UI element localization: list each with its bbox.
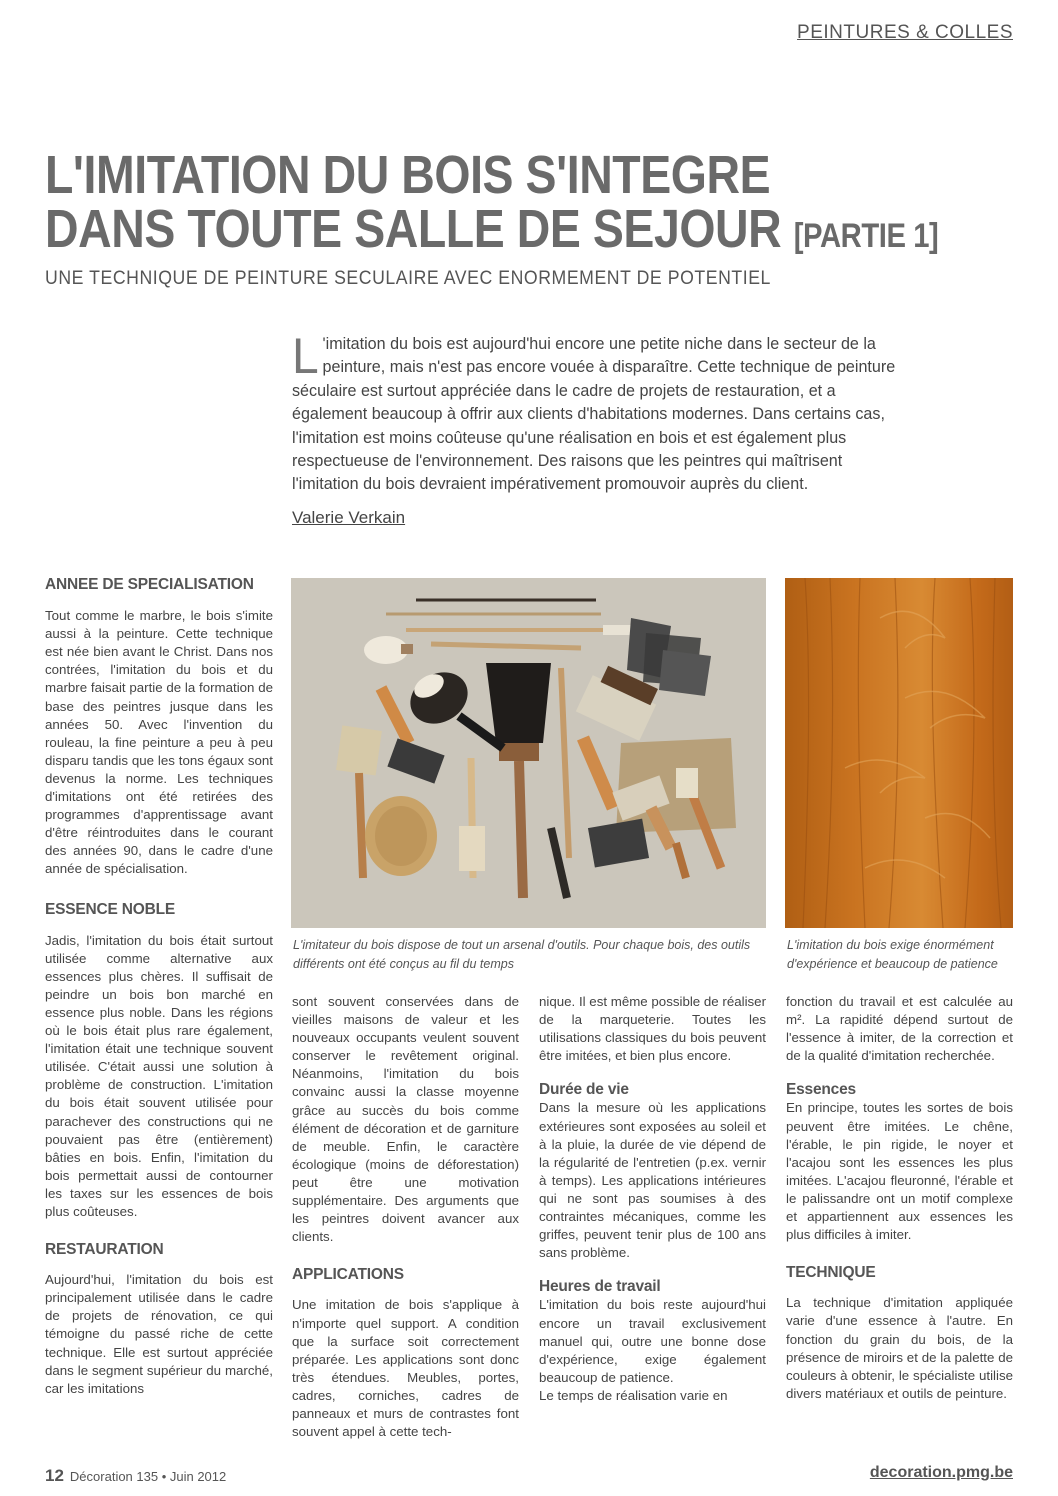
wood-photo-caption: L'imitation du bois exige énormément d'expérience et beaucoup de patience — [787, 938, 998, 971]
paragraph: Aujourd'hui, l'imitation du bois est principalement utilisée dans le cadre de projets de rénovation, ce qui témoigne du passé riche de cette technique. Elle est surtout appréciée dans le segment supérieur du marché, car les imitations — [45, 1272, 273, 1396]
issue-info: Décoration 135 • Juin 2012 — [69, 1469, 227, 1484]
title-part: [PARTIE 1] — [793, 217, 939, 255]
section-tag: PEINTURES & COLLES — [797, 22, 1013, 43]
article-title — [45, 145, 957, 263]
footer-issue — [45, 1466, 226, 1486]
heading-duree-de-vie: Durée de vie — [539, 1081, 629, 1099]
paragraph: nique. Il est même possible de réaliser de la marqueterie. Toutes les utilisations classiques du bois peuvent être imitées, et bien plus encore. — [539, 994, 766, 1064]
heading-restauration: RESTAURATION — [45, 1241, 164, 1259]
article-subtitle: UNE TECHNIQUE DE PEINTURE SECULAIRE AVEC ENORMEMENT DE POTENTIEL — [45, 268, 771, 289]
footer-url-link[interactable]: decoration.pmg.be — [869, 1464, 1013, 1481]
paragraph: L'imitation du bois reste aujourd'hui encore un travail exclusivement manuel qui, outre une bonne dose d'expérience, exige également beaucoup de patience. — [539, 1297, 766, 1385]
paragraph: Dans la mesure où les applications extérieures sont exposées au soleil et à la pluie, la durée de vie dépend de la régularité de l'entretien (p.ex. vernir à temps). Les applications intérieures qui ne sont pas soumises à des contraintes mécaniques, comme les griffes, peuvent tenir plus de 100 ans sans problème. — [539, 1100, 766, 1261]
intro-dropcap: L — [292, 328, 319, 384]
paragraph: Une imitation de bois s'applique à n'importe quel support. A condition que la surface soit correctement préparée. Les applications sont donc très étendues. Meubles, portes, cadres, corniches, cadres de panneaux et murs de contrastes font souvent appel à cette tech- — [292, 1297, 519, 1440]
author-byline: Valerie Verkain — [292, 508, 406, 527]
paragraph: En principe, toutes les sortes de bois peuvent être imitées. Le chêne, l'érable, le pin rigide, le noyer et l'acajou sont les essences les plus imitées. L'acajou fleuronné, l'érable et le palissandre ont un motif complexe et appartiennent aux essences les plus difficiles à imiter. — [786, 1100, 1013, 1243]
intro-text: 'imitation du bois est aujourd'hui encore une petite niche dans le secteur de la peinture, mais n'est pas encore vouée à disparaître. Cette technique de peinture séculaire est surtout appréciée dans le cadre de projets de restauration, et a également beaucoup à offrir aux clients d'habitations modernes. Dans certains cas, l'imitation est moins coûteuse qu'une réalisation en bois et est également plus respectueuse de l'environnement. Des raisons que les peintres qui maîtrisent l'imitation du bois devraient impérativement promouvoir auprès du client. — [292, 334, 896, 494]
heading-heures-de-travail: Heures de travail — [539, 1278, 661, 1296]
paragraph: sont souvent conservées dans de vieilles maisons de valeur et les nouveaux occupants veulent souvent conserver le revêtement original. Néanmoins, l'imitation du bois convainc aussi la classe moyenne grâce au succès du bois comme élément de décoration et de garniture de meuble. Enfin, le caractère écologique (moins de déforestation) peut être une motivation supplémentaire. Des arguments que les peintres doivent avancer aux clients. — [292, 994, 519, 1245]
paragraph: La technique d'imitation appliquée varie d'une essence à l'autre. En fonction du grain du bois, de la présence de miroirs et de la palette de couleurs à obtenir, le spécialiste utilise divers matériaux et outils de peinture. — [786, 1295, 1013, 1401]
tools-photo-illustration — [291, 578, 766, 928]
page-number: 12 — [45, 1466, 64, 1485]
column-3 — [539, 993, 766, 1405]
title-line-2: DANS TOUTE SALLE DE SEJOUR — [45, 199, 782, 259]
paragraph: Le temps de réalisation varie en — [539, 1387, 728, 1403]
heading-essence-noble: ESSENCE NOBLE — [45, 900, 176, 918]
heading-annee-specialisation: ANNEE DE SPECIALISATION — [45, 576, 254, 593]
column-1 — [45, 576, 273, 1398]
wood-sample-photo — [785, 578, 1013, 928]
heading-technique: TECHNIQUE — [786, 1264, 876, 1282]
tools-photo-caption: L'imitateur du bois dispose de tout un arsenal d'outils. Pour chaque bois, des outils différents ont été conçus au fil du temps — [293, 938, 751, 971]
column-2 — [292, 993, 519, 1441]
tools-photo — [291, 578, 766, 928]
wood-grain-illustration — [785, 578, 1013, 928]
paragraph: Jadis, l'imitation du bois était surtout utilisée comme alternative aux essences plus chères. Il suffisait de peindre un bois bon marché en essence plus noble. Dans les régions où le bois était plus rare également, l'imitation était une technique souvent utilisée. C'était aussi une solution à problème de construction. L'imitation du bois était souvent utilisée pour parachever des constructions qui ne pouvaient pas être (entièrement) bâties en bois. Enfin, l'imitation du bois permettait aussi de contourner les taxes sur les essences de bois plus coûteuses. — [45, 932, 273, 1219]
title-line-1: L'IMITATION DU BOIS S'INTEGRE — [45, 145, 771, 205]
article-intro — [292, 328, 897, 496]
heading-applications: APPLICATIONS — [292, 1266, 404, 1284]
paragraph: fonction du travail et est calculée au m². La rapidité dépend surtout de l'essence à imiter, de la correction et de la qualité d'imitation recherchée. — [786, 994, 1013, 1064]
paragraph: Tout comme le marbre, le bois s'imite aussi à la peinture. Cette technique est née bien avant le Christ. Dans nos contrées, l'imitation du bois et du marbre faisait partie de la formation de base des peintres jusque dans les années 50. Avec l'invention du rouleau, la fine peinture a peu à peu disparu tandis que les tons égaux sont devenus la norme. Les techniques d'imitations ont été retirées des programmes d'apprentissage avant d'être réintroduites dans le courant des années 90, dans le cadre d'une année de spécialisation. — [45, 608, 273, 877]
heading-essences: Essences — [786, 1081, 856, 1099]
column-4 — [786, 993, 1013, 1403]
